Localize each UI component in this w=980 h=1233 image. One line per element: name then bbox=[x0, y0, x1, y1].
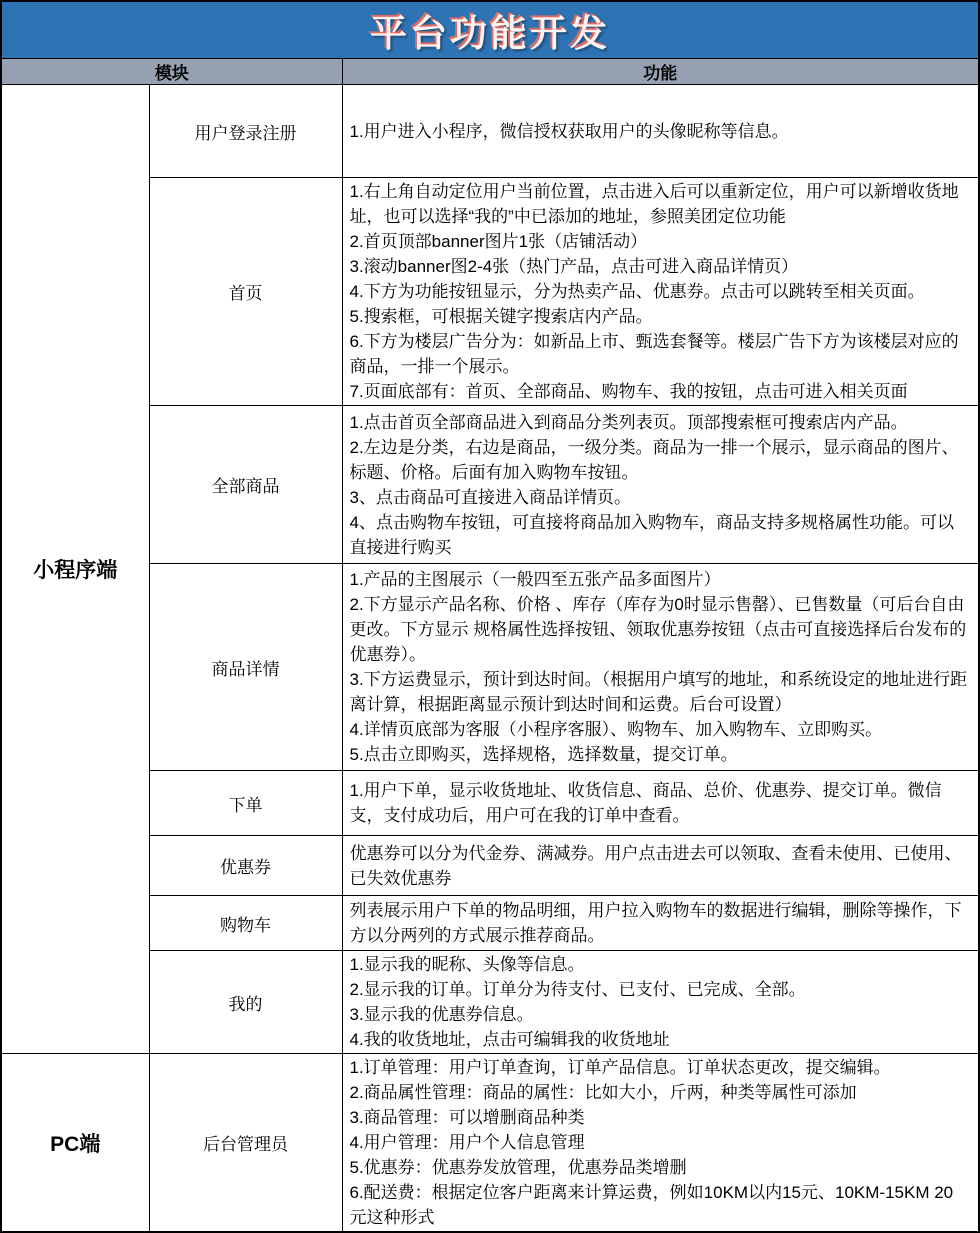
feature-line: 5.搜索框，可根据关键字搜索店内产品。 bbox=[349, 307, 653, 326]
feature-cell bbox=[342, 896, 979, 951]
feature-line: 4.我的收货地址，点击可编辑我的收货地址 bbox=[349, 1030, 670, 1049]
feature-cell bbox=[342, 85, 979, 178]
module-cell: 用户登录注册 bbox=[149, 85, 342, 178]
feature-cell bbox=[342, 564, 979, 771]
feature-line: 4、点击购物车按钮，可直接将商品加入购物车，商品支持多规格属性功能。可以直接进行购买 bbox=[349, 512, 954, 557]
feature-line: 3.显示我的优惠券信息。 bbox=[349, 1005, 534, 1024]
feature-cell bbox=[342, 771, 979, 836]
title-row bbox=[1, 1, 979, 59]
module-cell: 商品详情 bbox=[149, 564, 342, 771]
group-label: PC端 bbox=[1, 1054, 149, 1233]
feature-cell bbox=[342, 951, 979, 1054]
feature-line: 1.右上角自动定位用户当前位置，点击进入后可以重新定位，用户可以新增收货地址，也可以选择“我的”中已添加的地址，参照美团定位功能 bbox=[349, 182, 959, 226]
feature-line: 3.下方运费显示，预计到达时间。（根据用户填写的地址，和系统设定的地址进行距离计算，根据距离显示预计到达时间和运费。后台可设置） bbox=[349, 670, 968, 714]
module-cell: 我的 bbox=[149, 951, 342, 1054]
feature-line: 3、点击商品可直接进入商品详情页。 bbox=[349, 487, 631, 507]
table-row bbox=[1, 1054, 979, 1233]
feature-line: 2.左边是分类，右边是商品，一级分类。商品为一排一个展示，显示商品的图片、标题、价格。后面有加入购物车按钮。 bbox=[349, 437, 959, 482]
feature-cell bbox=[342, 836, 979, 896]
feature-line: 6.配送费：根据定位客户距离来计算运费，例如10KM以内15元、10KM-15KM 20元这种形式 bbox=[349, 1183, 954, 1227]
feature-line: 1.用户下单，显示收货地址、收货信息、商品、总价、优惠券、提交订单。微信支，支付成功后，用户可在我的订单中查看。 bbox=[349, 781, 942, 825]
feature-line: 3.商品管理：可以增删商品种类 bbox=[349, 1108, 585, 1127]
table-body bbox=[1, 1, 979, 1232]
feature-line: 2.首页顶部banner图片1张（店铺活动） bbox=[349, 232, 648, 251]
feature-line: 列表展示用户下单的物品明细，用户拉入购物车的数据进行编辑，删除等操作，下方以分两列的方式展示推荐商品。 bbox=[349, 901, 962, 945]
feature-line: 6.下方为楼层广告分为：如新品上市、甄选套餐等。楼层广告下方为该楼层对应的商品，一排一个展示。 bbox=[349, 332, 959, 376]
table-row bbox=[1, 85, 979, 178]
feature-cell bbox=[342, 406, 979, 564]
module-cell: 优惠券 bbox=[149, 836, 342, 896]
feature-line: 5.优惠券：优惠券发放管理，优惠券品类增删 bbox=[349, 1158, 687, 1177]
feature-line: 1.显示我的昵称、头像等信息。 bbox=[349, 955, 585, 974]
feature-line: 2.下方显示产品名称、价格 、库存（库存为0时显示售罄）、已售数量（可后台自由更改。下方显示 规格属性选择按钮、领取优惠券按钮（点击可直接选择后台发布的优惠券）。 bbox=[349, 595, 967, 664]
feature-cell bbox=[342, 178, 979, 406]
feature-line: 2.显示我的订单。订单分为待支付、已支付、已完成、全部。 bbox=[349, 980, 806, 999]
feature-line: 4.详情页底部为客服（小程序客服）、购物车、加入购物车、立即购买。 bbox=[349, 720, 883, 739]
module-cell: 后台管理员 bbox=[149, 1054, 342, 1233]
module-cell: 购物车 bbox=[149, 896, 342, 951]
feature-line: 1.订单管理：用户订单查询，订单产品信息。订单状态更改，提交编辑。 bbox=[349, 1058, 891, 1077]
feature-line: 7.页面底部有：首页、全部商品、购物车、我的按钮，点击可进入相关页面 bbox=[349, 382, 908, 401]
module-cell: 下单 bbox=[149, 771, 342, 836]
module-cell: 首页 bbox=[149, 178, 342, 406]
feature-line: 2.商品属性管理：商品的属性：比如大小，斤两，种类等属性可添加 bbox=[349, 1083, 857, 1102]
page-title: 平台功能开发 bbox=[1, 1, 979, 59]
feature-line: 4.用户管理：用户个人信息管理 bbox=[349, 1133, 585, 1152]
column-header-row bbox=[1, 59, 979, 85]
feature-line: 优惠券可以分为代金券、满减券。用户点击进去可以领取、查看未使用、已使用、已失效优惠券 bbox=[349, 843, 962, 888]
feature-line: 5.点击立即购买，选择规格，选择数量，提交订单。 bbox=[349, 745, 738, 764]
feature-line: 4.下方为功能按钮显示，分为热卖产品、优惠券。点击可以跳转至相关页面。 bbox=[349, 282, 925, 301]
group-label: 小程序端 bbox=[1, 85, 149, 1054]
module-cell: 全部商品 bbox=[149, 406, 342, 564]
feature-line: 1.点击首页全部商品进入到商品分类列表页。顶部搜索框可搜索店内产品。 bbox=[349, 412, 908, 432]
feature-line: 1.产品的主图展示（一般四至五张产品多面图片） bbox=[349, 570, 721, 589]
feature-line: 3.滚动banner图2-4张（热门产品，点击可进入商品详情页） bbox=[349, 257, 799, 276]
feature-line: 1.用户进入小程序，微信授权获取用户的头像昵称等信息。 bbox=[349, 121, 789, 141]
column-header-function: 功能 bbox=[342, 59, 979, 85]
column-header-module: 模块 bbox=[1, 59, 342, 85]
feature-cell bbox=[342, 1054, 979, 1233]
